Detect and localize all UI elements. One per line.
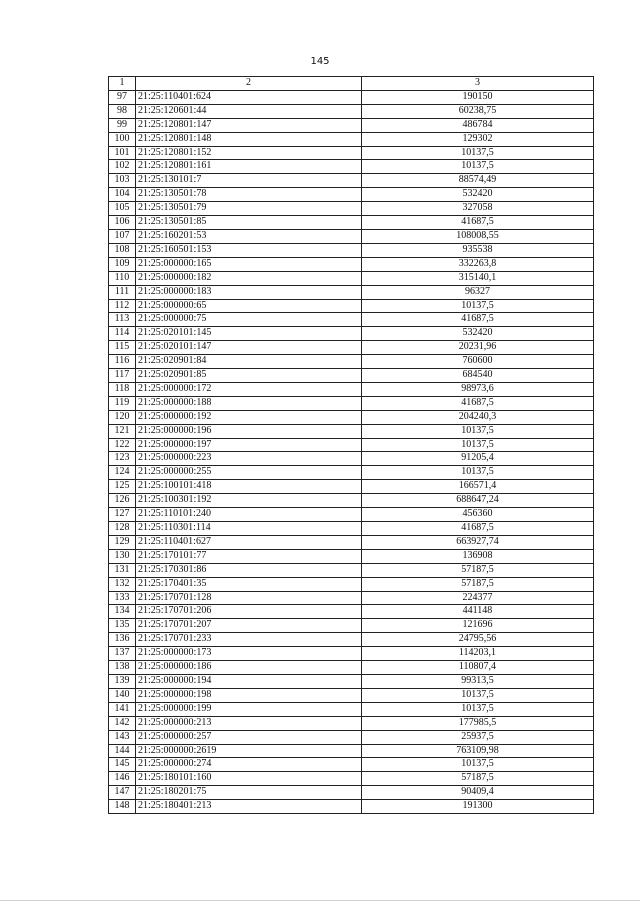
table-row	[109, 424, 594, 438]
row-number-cell: 108	[109, 243, 136, 257]
table-row	[109, 229, 594, 243]
row-number-cell: 145	[109, 758, 136, 772]
row-number-cell: 144	[109, 744, 136, 758]
row-number-cell: 142	[109, 716, 136, 730]
table-row	[109, 549, 594, 563]
cadastral-number-cell: 21:25:170401:35	[136, 577, 362, 591]
cadastral-number-cell: 21:25:020101:147	[136, 341, 362, 355]
row-number-cell: 129	[109, 535, 136, 549]
cadastral-number-cell: 21:25:170301:86	[136, 563, 362, 577]
row-number-cell: 113	[109, 313, 136, 327]
cadastral-number-cell: 21:25:120801:152	[136, 146, 362, 160]
cadastral-number-cell: 21:25:000000:173	[136, 647, 362, 661]
cadastral-number-cell: 21:25:110401:627	[136, 535, 362, 549]
row-number-cell: 103	[109, 174, 136, 188]
cadastral-number-cell: 21:25:000000:192	[136, 410, 362, 424]
cadastral-number-cell: 21:25:130501:79	[136, 202, 362, 216]
value-cell: 456360	[362, 508, 594, 522]
value-cell: 763109,98	[362, 744, 594, 758]
cadastral-number-cell: 21:25:000000:65	[136, 299, 362, 313]
table-row	[109, 160, 594, 174]
row-number-cell: 143	[109, 730, 136, 744]
value-cell: 88574,49	[362, 174, 594, 188]
value-cell: 532420	[362, 188, 594, 202]
table-row	[109, 786, 594, 800]
table-row	[109, 633, 594, 647]
table-row	[109, 327, 594, 341]
value-cell: 108008,55	[362, 229, 594, 243]
table-row	[109, 494, 594, 508]
cadastral-number-cell: 21:25:110101:240	[136, 508, 362, 522]
table-row	[109, 730, 594, 744]
header-cell-2: 2	[136, 77, 362, 91]
row-number-cell: 146	[109, 772, 136, 786]
row-number-cell: 104	[109, 188, 136, 202]
row-number-cell: 106	[109, 216, 136, 230]
cadastral-number-cell: 21:25:120801:147	[136, 118, 362, 132]
row-number-cell: 130	[109, 549, 136, 563]
cadastral-number-cell: 21:25:000000:188	[136, 396, 362, 410]
row-number-cell: 107	[109, 229, 136, 243]
value-cell: 10137,5	[362, 146, 594, 160]
cadastral-number-cell: 21:25:000000:197	[136, 438, 362, 452]
value-cell: 663927,74	[362, 535, 594, 549]
row-number-cell: 118	[109, 382, 136, 396]
value-cell: 20231,96	[362, 341, 594, 355]
row-number-cell: 116	[109, 355, 136, 369]
table-row	[109, 619, 594, 633]
table-row	[109, 132, 594, 146]
value-cell: 688647,24	[362, 494, 594, 508]
value-cell: 136908	[362, 549, 594, 563]
value-cell: 10137,5	[362, 438, 594, 452]
row-number-cell: 100	[109, 132, 136, 146]
cadastral-number-cell: 21:25:160201:53	[136, 229, 362, 243]
row-number-cell: 133	[109, 591, 136, 605]
table-row	[109, 382, 594, 396]
cadastral-number-cell: 21:25:130101:7	[136, 174, 362, 188]
value-cell: 10137,5	[362, 702, 594, 716]
table-row	[109, 216, 594, 230]
row-number-cell: 112	[109, 299, 136, 313]
table-row	[109, 396, 594, 410]
row-number-cell: 134	[109, 605, 136, 619]
cadastral-number-cell: 21:25:000000:257	[136, 730, 362, 744]
value-cell: 41687,5	[362, 216, 594, 230]
row-number-cell: 125	[109, 480, 136, 494]
cadastral-number-cell: 21:25:000000:223	[136, 452, 362, 466]
row-number-cell: 135	[109, 619, 136, 633]
row-number-cell: 109	[109, 257, 136, 271]
cadastral-number-cell: 21:25:000000:2619	[136, 744, 362, 758]
table-row	[109, 688, 594, 702]
cadastral-table	[108, 76, 594, 814]
value-cell: 177985,5	[362, 716, 594, 730]
table-row	[109, 271, 594, 285]
row-number-cell: 141	[109, 702, 136, 716]
row-number-cell: 114	[109, 327, 136, 341]
table-row	[109, 480, 594, 494]
cadastral-number-cell: 21:25:020901:84	[136, 355, 362, 369]
cadastral-number-cell: 21:25:000000:194	[136, 674, 362, 688]
header-cell-1: 1	[109, 77, 136, 91]
value-cell: 57187,5	[362, 563, 594, 577]
table-row	[109, 508, 594, 522]
value-cell: 10137,5	[362, 688, 594, 702]
value-cell: 935538	[362, 243, 594, 257]
row-number-cell: 137	[109, 647, 136, 661]
value-cell: 190150	[362, 90, 594, 104]
table-body	[109, 77, 594, 814]
table-row	[109, 257, 594, 271]
value-cell: 96327	[362, 285, 594, 299]
row-number-cell: 147	[109, 786, 136, 800]
value-cell: 90409,4	[362, 786, 594, 800]
value-cell: 327058	[362, 202, 594, 216]
row-number-cell: 101	[109, 146, 136, 160]
row-number-cell: 121	[109, 424, 136, 438]
value-cell: 41687,5	[362, 313, 594, 327]
table-row	[109, 202, 594, 216]
row-number-cell: 123	[109, 452, 136, 466]
cadastral-number-cell: 21:25:000000:172	[136, 382, 362, 396]
table-row	[109, 563, 594, 577]
cadastral-number-cell: 21:25:130501:85	[136, 216, 362, 230]
row-number-cell: 119	[109, 396, 136, 410]
cadastral-number-cell: 21:25:120801:148	[136, 132, 362, 146]
table-row	[109, 188, 594, 202]
table-row	[109, 661, 594, 675]
cadastral-number-cell: 21:25:110301:114	[136, 522, 362, 536]
table-row	[109, 104, 594, 118]
table-row	[109, 285, 594, 299]
value-cell: 10137,5	[362, 160, 594, 174]
cadastral-number-cell: 21:25:000000:186	[136, 661, 362, 675]
cadastral-number-cell: 21:25:000000:255	[136, 466, 362, 480]
table-row	[109, 466, 594, 480]
value-cell: 10137,5	[362, 424, 594, 438]
value-cell: 10137,5	[362, 758, 594, 772]
row-number-cell: 120	[109, 410, 136, 424]
cadastral-number-cell: 21:25:100301:192	[136, 494, 362, 508]
row-number-cell: 128	[109, 522, 136, 536]
value-cell: 684540	[362, 369, 594, 383]
cadastral-number-cell: 21:25:170101:77	[136, 549, 362, 563]
table-row	[109, 299, 594, 313]
table-row	[109, 674, 594, 688]
cadastral-number-cell: 21:25:180401:213	[136, 800, 362, 814]
value-cell: 98973,6	[362, 382, 594, 396]
table-row	[109, 243, 594, 257]
row-number-cell: 139	[109, 674, 136, 688]
value-cell: 41687,5	[362, 522, 594, 536]
table-row	[109, 341, 594, 355]
cadastral-number-cell: 21:25:160501:153	[136, 243, 362, 257]
table-row	[109, 702, 594, 716]
value-cell: 224377	[362, 591, 594, 605]
cadastral-number-cell: 21:25:130501:78	[136, 188, 362, 202]
row-number-cell: 110	[109, 271, 136, 285]
value-cell: 532420	[362, 327, 594, 341]
cadastral-number-cell: 21:25:170701:233	[136, 633, 362, 647]
table-row	[109, 174, 594, 188]
value-cell: 315140,1	[362, 271, 594, 285]
row-number-cell: 136	[109, 633, 136, 647]
value-cell: 25937,5	[362, 730, 594, 744]
table-row	[109, 577, 594, 591]
value-cell: 10137,5	[362, 466, 594, 480]
table-row	[109, 410, 594, 424]
cadastral-number-cell: 21:25:000000:196	[136, 424, 362, 438]
value-cell: 129302	[362, 132, 594, 146]
cadastral-number-cell: 21:25:000000:75	[136, 313, 362, 327]
row-number-cell: 97	[109, 90, 136, 104]
row-number-cell: 126	[109, 494, 136, 508]
table-row	[109, 355, 594, 369]
cadastral-number-cell: 21:25:000000:199	[136, 702, 362, 716]
cadastral-number-cell: 21:25:020101:145	[136, 327, 362, 341]
row-number-cell: 148	[109, 800, 136, 814]
value-cell: 204240,3	[362, 410, 594, 424]
row-number-cell: 115	[109, 341, 136, 355]
value-cell: 91205,4	[362, 452, 594, 466]
row-number-cell: 122	[109, 438, 136, 452]
cadastral-number-cell: 21:25:000000:182	[136, 271, 362, 285]
cadastral-number-cell: 21:25:000000:165	[136, 257, 362, 271]
table-row	[109, 452, 594, 466]
table-row	[109, 772, 594, 786]
cadastral-number-cell: 21:25:000000:213	[136, 716, 362, 730]
value-cell: 441148	[362, 605, 594, 619]
cadastral-number-cell: 21:25:000000:183	[136, 285, 362, 299]
table-row	[109, 591, 594, 605]
table-row	[109, 522, 594, 536]
value-cell: 121696	[362, 619, 594, 633]
table-row	[109, 313, 594, 327]
value-cell: 191300	[362, 800, 594, 814]
table-row	[109, 744, 594, 758]
value-cell: 60238,75	[362, 104, 594, 118]
row-number-cell: 131	[109, 563, 136, 577]
row-number-cell: 98	[109, 104, 136, 118]
cadastral-number-cell: 21:25:110401:624	[136, 90, 362, 104]
row-number-cell: 138	[109, 661, 136, 675]
table-row	[109, 605, 594, 619]
header-cell-3: 3	[362, 77, 594, 91]
value-cell: 332263,8	[362, 257, 594, 271]
value-cell: 10137,5	[362, 299, 594, 313]
page-number: 145	[310, 56, 330, 67]
value-cell: 486784	[362, 118, 594, 132]
table-row	[109, 118, 594, 132]
page-edge-divider	[0, 900, 640, 901]
cadastral-number-cell: 21:25:000000:274	[136, 758, 362, 772]
row-number-cell: 117	[109, 369, 136, 383]
cadastral-number-cell: 21:25:180101:160	[136, 772, 362, 786]
table-row	[109, 535, 594, 549]
row-number-cell: 102	[109, 160, 136, 174]
cadastral-number-cell: 21:25:180201:75	[136, 786, 362, 800]
table-row	[109, 438, 594, 452]
table-row	[109, 758, 594, 772]
row-number-cell: 127	[109, 508, 136, 522]
cadastral-number-cell: 21:25:120801:161	[136, 160, 362, 174]
cadastral-number-cell: 21:25:170701:128	[136, 591, 362, 605]
value-cell: 166571,4	[362, 480, 594, 494]
cadastral-number-cell: 21:25:170701:206	[136, 605, 362, 619]
cadastral-number-cell: 21:25:020901:85	[136, 369, 362, 383]
value-cell: 114203,1	[362, 647, 594, 661]
table-row	[109, 90, 594, 104]
cadastral-number-cell: 21:25:120601:44	[136, 104, 362, 118]
table-row	[109, 146, 594, 160]
row-number-cell: 105	[109, 202, 136, 216]
cadastral-number-cell: 21:25:170701:207	[136, 619, 362, 633]
value-cell: 99313,5	[362, 674, 594, 688]
table-row	[109, 369, 594, 383]
cadastral-number-cell: 21:25:100101:418	[136, 480, 362, 494]
row-number-cell: 99	[109, 118, 136, 132]
value-cell: 760600	[362, 355, 594, 369]
table-header-row	[109, 77, 594, 91]
value-cell: 110807,4	[362, 661, 594, 675]
value-cell: 57187,5	[362, 772, 594, 786]
row-number-cell: 132	[109, 577, 136, 591]
table-row	[109, 800, 594, 814]
value-cell: 41687,5	[362, 396, 594, 410]
row-number-cell: 111	[109, 285, 136, 299]
value-cell: 24795,56	[362, 633, 594, 647]
value-cell: 57187,5	[362, 577, 594, 591]
row-number-cell: 124	[109, 466, 136, 480]
row-number-cell: 140	[109, 688, 136, 702]
table-row	[109, 647, 594, 661]
cadastral-number-cell: 21:25:000000:198	[136, 688, 362, 702]
table-row	[109, 716, 594, 730]
